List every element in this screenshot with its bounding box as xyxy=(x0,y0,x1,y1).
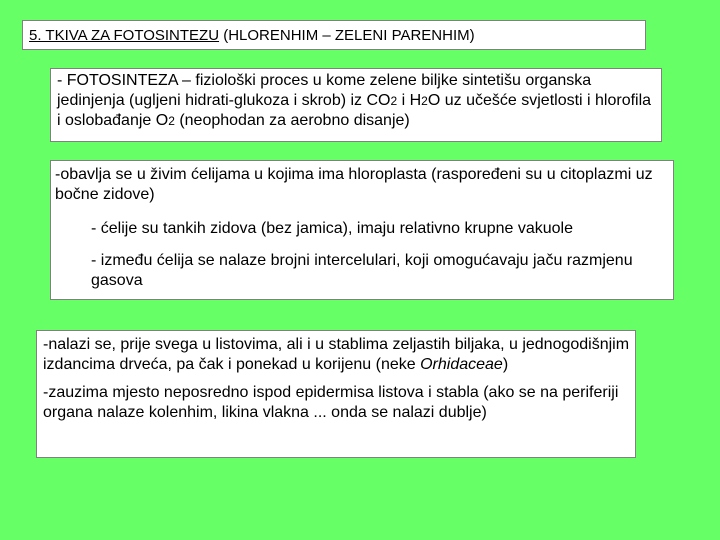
definition-part3: O uz učešće svjetlosti i hlorofila i oslobađanje O xyxy=(57,92,652,129)
title-box xyxy=(22,20,646,50)
subscript-co2: 2 xyxy=(390,94,398,108)
definition-part1: - FOTOSINTEZA – fiziološki proces u kome zelene biljke sintetišu organska jedinjenja (ugljeni hidrati-glukoza i skrob) iz CO xyxy=(57,72,592,109)
definition-text xyxy=(57,71,657,131)
definition-box xyxy=(50,68,662,142)
location-line-2: -zauzima mjesto neposredno ispod epidermisa listova i stabla (ako se na periferiji organa nalaze kolenhim, likina vlakna ... onda se nalazi dublje) xyxy=(43,384,619,421)
orhidaceae-italic: Orhidaceae xyxy=(420,356,503,373)
subscript-h2o: 2 xyxy=(421,94,428,108)
definition-part4: (neophodan za aerobno disanje) xyxy=(174,112,410,129)
title-underlined: 5. TKIVA ZA FOTOSINTEZU xyxy=(29,27,220,44)
cells-line-1: -obavlja se u živim ćelijama u kojima ima hloroplasta (raspoređeni su u citoplazmi uz bočne zidove) xyxy=(55,166,653,203)
location-line-1 xyxy=(43,335,631,375)
location-line-1-part2: ) xyxy=(502,356,509,373)
cells-line-2: - ćelije su tankih zidova (bez jamica), imaju relativno krupne vakuole xyxy=(91,220,573,237)
page-title xyxy=(29,27,645,44)
cells-box xyxy=(50,160,674,300)
title-rest: (HLORENHIM – ZELENI PARENHIM) xyxy=(219,27,475,44)
cells-line-3: - između ćelija se nalaze brojni intercelulari, koji omogućavaju jaču razmjenu gasova xyxy=(91,252,633,289)
location-box xyxy=(36,330,636,458)
definition-part2: i H xyxy=(397,92,422,109)
subscript-o2: 2 xyxy=(168,114,175,128)
location-line-1-part1: -nalazi se, prije svega u listovima, ali i u stablima zeljastih biljaka, u jednogodišnjim izdancima drveća, pa čak i ponekad u korijenu (neke xyxy=(43,336,630,373)
